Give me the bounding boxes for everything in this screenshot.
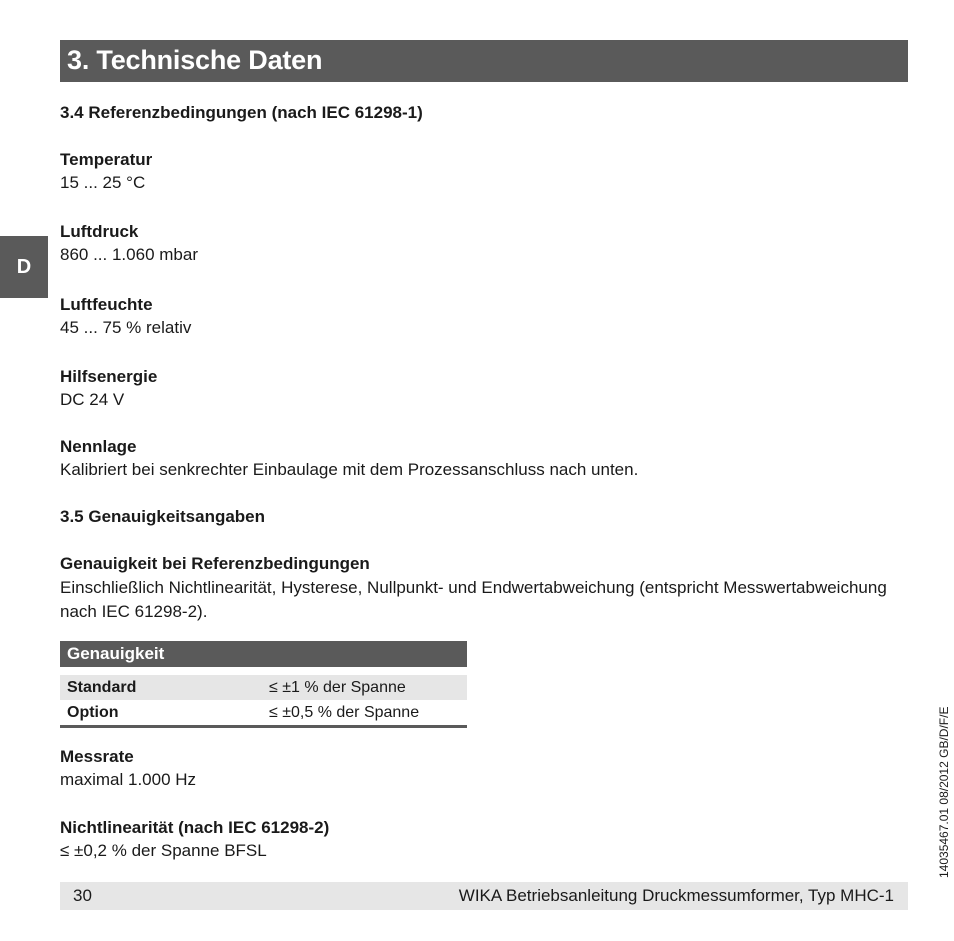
messrate-value: maximal 1.000 Hz bbox=[60, 770, 197, 789]
page-number: 30 bbox=[73, 886, 92, 905]
luftdruck-label: Luftdruck bbox=[60, 222, 139, 241]
luftfeuchte-value: 45 ... 75 % relativ bbox=[60, 318, 192, 337]
luftdruck-value: 860 ... 1.060 mbar bbox=[60, 245, 198, 264]
section-heading-3-5: 3.5 Genauigkeitsangaben bbox=[60, 507, 266, 526]
section-heading-3-4: 3.4 Referenzbedingungen (nach IEC 61298-1) bbox=[60, 103, 423, 122]
row-key-standard: Standard bbox=[67, 679, 137, 696]
chapter-header bbox=[60, 40, 908, 82]
hilfsenergie-label: Hilfsenergie bbox=[60, 367, 158, 386]
nichtlinearitaet-label: Nichtlinearität (nach IEC 61298-2) bbox=[60, 818, 330, 837]
luftfeuchte-label: Luftfeuchte bbox=[60, 295, 153, 314]
table-bottom-rule bbox=[60, 725, 467, 728]
row-value-option: ≤ ±0,5 % der Spanne bbox=[269, 704, 420, 721]
nennlage-label: Nennlage bbox=[60, 437, 137, 456]
table-row bbox=[60, 700, 467, 725]
reference-accuracy-label: Genauigkeit bei Referenzbedingungen bbox=[60, 554, 370, 573]
hilfsenergie-value: DC 24 V bbox=[60, 390, 125, 409]
reference-accuracy-text: Einschließlich Nichtlinearität, Hysterese, Nullpunkt- und Endwertabweichung (entspricht Messwertabweichung nach IEC 61298-2). bbox=[60, 578, 887, 621]
table-row bbox=[60, 675, 467, 700]
page-footer bbox=[60, 882, 908, 910]
accuracy-table bbox=[60, 641, 467, 728]
nennlage-value: Kalibriert bei senkrechter Einbaulage mit dem Prozessanschluss nach unten. bbox=[60, 460, 639, 479]
temperatur-label: Temperatur bbox=[60, 150, 153, 169]
chapter-title: 3. Technische Daten bbox=[67, 45, 323, 75]
language-tab: D bbox=[0, 236, 48, 298]
nichtlinearitaet-value: ≤ ±0,2 % der Spanne BFSL bbox=[60, 841, 267, 860]
accuracy-table-header: Genauigkeit bbox=[60, 641, 467, 667]
row-value-standard: ≤ ±1 % der Spanne bbox=[269, 679, 406, 696]
messrate-label: Messrate bbox=[60, 747, 134, 766]
document-code: 14035467.01 08/2012 GB/D/F/E bbox=[937, 706, 951, 878]
document-title: WIKA Betriebsanleitung Druckmessumformer, Typ MHC-1 bbox=[458, 886, 894, 905]
row-key-option: Option bbox=[67, 704, 119, 721]
temperatur-value: 15 ... 25 °C bbox=[60, 173, 146, 192]
